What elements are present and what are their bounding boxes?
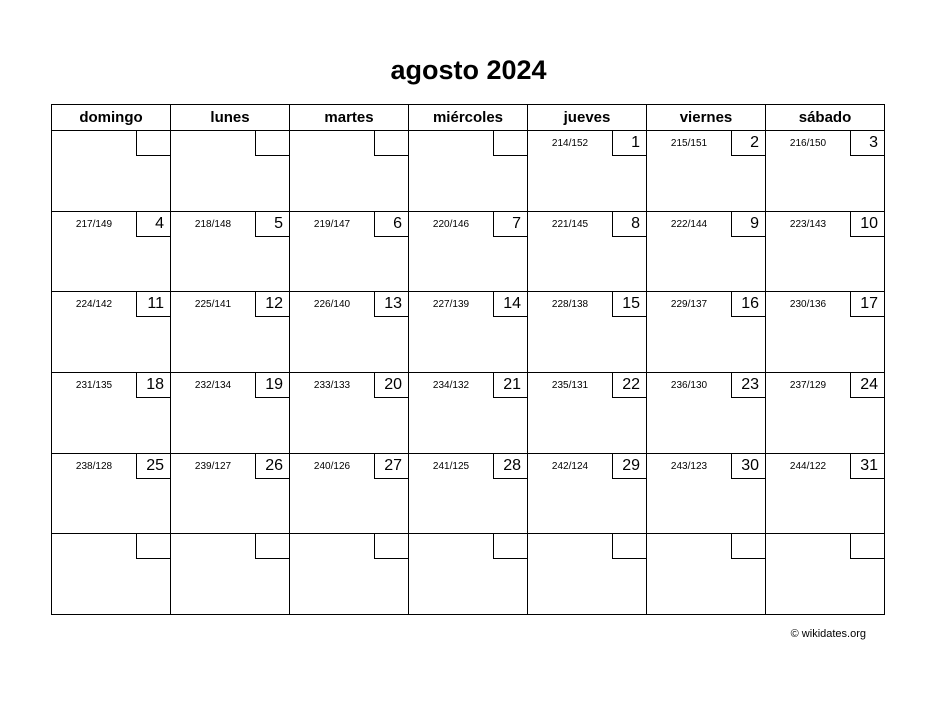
day-cell: [52, 453, 171, 534]
day-number: 14: [493, 292, 527, 317]
day-number: [136, 534, 170, 559]
day-number: [255, 534, 289, 559]
day-number: 6: [374, 212, 408, 237]
day-number: 10: [850, 212, 884, 237]
day-cell: [409, 534, 528, 615]
week-row: [52, 372, 885, 453]
day-cell: [647, 372, 766, 453]
day-number: 11: [136, 292, 170, 317]
day-cell: [52, 211, 171, 292]
day-number: 12: [255, 292, 289, 317]
day-number: [136, 131, 170, 156]
day-of-year-label: 217/149: [75, 218, 113, 230]
day-number: [374, 534, 408, 559]
day-number: [493, 131, 527, 156]
day-cell: [290, 211, 409, 292]
day-cell: [647, 131, 766, 212]
day-number: 29: [612, 454, 646, 479]
day-of-year-label: 239/127: [194, 460, 232, 472]
day-number: [612, 534, 646, 559]
weekday-header: sábado: [766, 105, 885, 131]
day-number: 9: [731, 212, 765, 237]
day-cell: [171, 453, 290, 534]
week-row: [52, 292, 885, 373]
day-cell: [528, 292, 647, 373]
day-cell: [409, 372, 528, 453]
day-of-year-label: 215/151: [670, 138, 708, 149]
day-cell: [766, 372, 885, 453]
day-number: 16: [731, 292, 765, 317]
copyright-footer: © wikidates.org: [790, 628, 866, 640]
weekday-header: miércoles: [409, 105, 528, 131]
day-cell: [647, 453, 766, 534]
day-cell: [290, 534, 409, 615]
week-row: [52, 453, 885, 534]
day-number: [255, 131, 289, 156]
day-of-year-label: 241/125: [432, 460, 470, 472]
day-cell: [171, 292, 290, 373]
day-number: 24: [850, 373, 884, 398]
day-cell: [647, 211, 766, 292]
day-number: 1: [612, 131, 646, 156]
day-number: 4: [136, 212, 170, 237]
day-number: [731, 534, 765, 559]
day-of-year-label: 218/148: [194, 218, 232, 230]
calendar-grid: [51, 104, 885, 615]
day-of-year-label: 240/126: [313, 460, 351, 472]
day-cell: [528, 372, 647, 453]
day-number: [374, 131, 408, 156]
day-of-year-label: 222/144: [670, 218, 708, 230]
day-number: 20: [374, 373, 408, 398]
day-number: 19: [255, 373, 289, 398]
day-cell: [528, 211, 647, 292]
day-number: 30: [731, 454, 765, 479]
day-of-year-label: 242/124: [551, 460, 589, 472]
day-of-year-label: 231/135: [75, 379, 113, 391]
day-of-year-label: 221/145: [551, 218, 589, 230]
day-number: 2: [731, 131, 765, 156]
day-cell: [290, 372, 409, 453]
day-cell: [766, 211, 885, 292]
day-of-year-label: 219/147: [313, 218, 351, 230]
day-of-year-label: 227/139: [432, 299, 470, 311]
day-of-year-label: 226/140: [313, 299, 351, 311]
day-number: 7: [493, 212, 527, 237]
day-cell: [409, 131, 528, 212]
day-number: 17: [850, 292, 884, 317]
day-of-year-label: 223/143: [789, 218, 827, 230]
weekday-header: domingo: [52, 105, 171, 131]
day-number: 5: [255, 212, 289, 237]
day-number: 22: [612, 373, 646, 398]
calendar-body: [52, 131, 885, 615]
day-of-year-label: 229/137: [670, 299, 708, 311]
day-cell: [171, 534, 290, 615]
day-cell: [290, 453, 409, 534]
weekday-header: martes: [290, 105, 409, 131]
day-number: 27: [374, 454, 408, 479]
day-number: 23: [731, 373, 765, 398]
day-of-year-label: 243/123: [670, 460, 708, 472]
day-of-year-label: 235/131: [551, 379, 589, 391]
day-number: [850, 534, 884, 559]
weekday-header-row: [52, 105, 885, 131]
day-cell: [171, 372, 290, 453]
day-cell: [52, 372, 171, 453]
day-cell: [766, 453, 885, 534]
weekday-header: lunes: [171, 105, 290, 131]
day-cell: [528, 131, 647, 212]
day-number: 18: [136, 373, 170, 398]
day-number: [493, 534, 527, 559]
day-number: 31: [850, 454, 884, 479]
day-cell: [647, 534, 766, 615]
day-of-year-label: 244/122: [789, 460, 827, 472]
day-cell: [766, 534, 885, 615]
weekday-header: jueves: [528, 105, 647, 131]
day-number: 13: [374, 292, 408, 317]
day-of-year-label: 228/138: [551, 299, 589, 311]
day-number: 25: [136, 454, 170, 479]
day-of-year-label: 237/129: [789, 379, 827, 391]
day-of-year-label: 238/128: [75, 460, 113, 472]
day-of-year-label: 230/136: [789, 299, 827, 311]
day-number: 15: [612, 292, 646, 317]
day-of-year-label: 220/146: [432, 218, 470, 230]
day-of-year-label: 236/130: [670, 379, 708, 391]
day-cell: [52, 131, 171, 212]
weekday-header: viernes: [647, 105, 766, 131]
day-of-year-label: 234/132: [432, 379, 470, 391]
day-of-year-label: 216/150: [789, 138, 827, 149]
day-cell: [171, 211, 290, 292]
day-number: 8: [612, 212, 646, 237]
day-cell: [409, 453, 528, 534]
week-row: [52, 211, 885, 292]
day-number: 21: [493, 373, 527, 398]
day-cell: [528, 534, 647, 615]
day-number: 28: [493, 454, 527, 479]
day-of-year-label: 224/142: [75, 299, 113, 311]
day-number: 3: [850, 131, 884, 156]
day-cell: [52, 292, 171, 373]
day-number: 26: [255, 454, 289, 479]
day-cell: [171, 131, 290, 212]
day-cell: [290, 292, 409, 373]
day-cell: [290, 131, 409, 212]
week-row: [52, 131, 885, 212]
week-row: [52, 534, 885, 615]
day-of-year-label: 232/134: [194, 379, 232, 391]
day-cell: [766, 292, 885, 373]
day-cell: [766, 131, 885, 212]
day-cell: [647, 292, 766, 373]
day-cell: [528, 453, 647, 534]
page-title: agosto 2024: [390, 55, 547, 85]
day-cell: [409, 292, 528, 373]
day-cell: [409, 211, 528, 292]
day-of-year-label: 214/152: [551, 138, 589, 149]
day-of-year-label: 233/133: [313, 379, 351, 391]
day-cell: [52, 534, 171, 615]
day-of-year-label: 225/141: [194, 299, 232, 311]
